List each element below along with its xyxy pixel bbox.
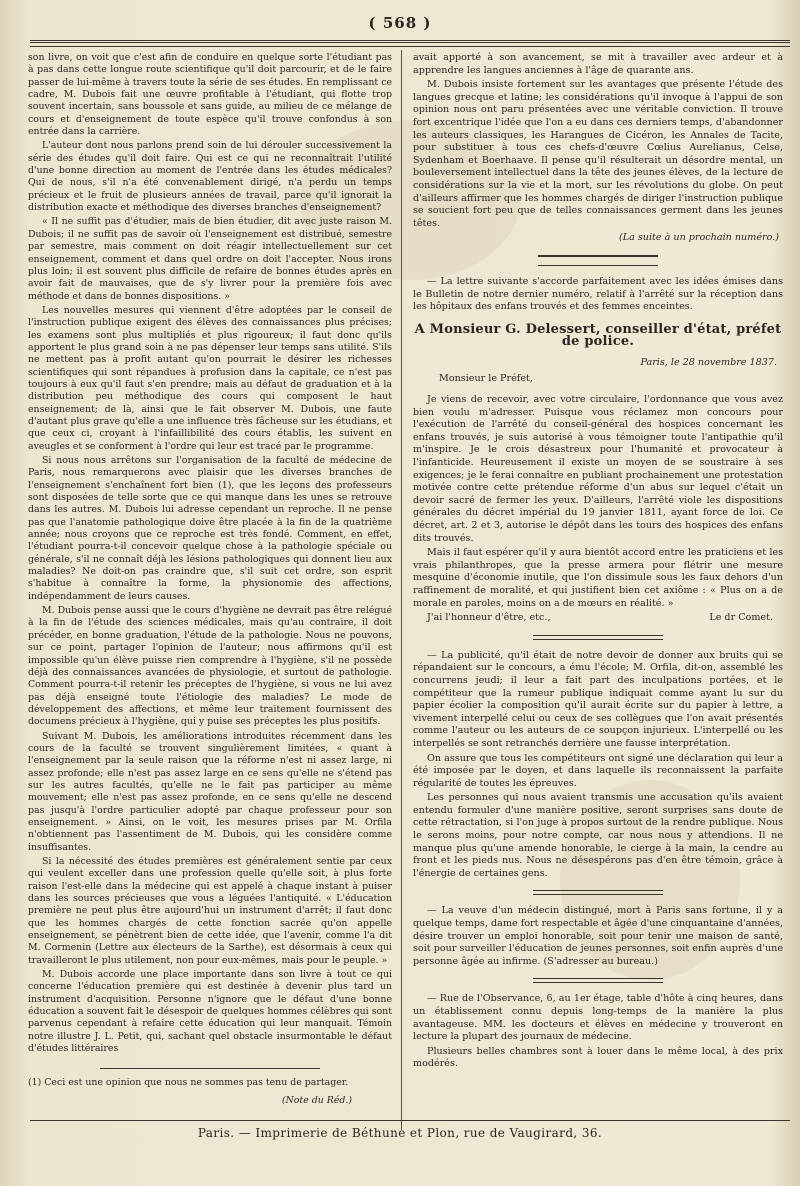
paragraph: Les personnes qui nous avaient transmis une accusation qu'ils avaient entendu formuler d'une manière positive, seront surprises sans doute de cette rétractation, si l'on juge à propos surtout de la rendre publique. Nous le serons moins, pour notre compte, car nous nous y attendions. Il ne manque plus qu'une amende honorable, le cierge à la main, la cendre au front et les pieds nus. Nous ne désespérons pas d'en être témoin, grâce à l'énergie de certaines gens. — [413, 792, 783, 879]
right-column — [413, 52, 783, 1073]
paragraph: — La publicité, qu'il était de notre devoir de donner aux bruits qui se répandaient sur le concours, a ému l'école; M. Orfila, dit-on, assemblé les concurrens jeudi; il leur a fait part des inculpations portées, et le compétiteur que la rumeur publique indiquait comme ayant lu sur du papier écolier la composition qu'il aurait écrite sur du papier à lettre, a vivement interpellé celui ou ceux de ses collègues que l'on avait présentés comme l'auteur ou les auteurs de ce soupçon injurieux. L'interpellé ou les interpellés se sont retranchés derrière une fausse interprétation. — [413, 649, 783, 749]
classified-ad: — La veuve d'un médecin distingué, mort à Paris sans fortune, il y a quelque temps, dame fort respectable et âgée d'une cinquantaine d'années, désire trouver un emploi honorable, soit pour tenir une maison de santé, soit pour surveiller l'éducation de jeunes personnes, soit enfin auprès d'une personne âgée au infirme. (S'adresser au bureau.) — [413, 905, 783, 967]
letter-closing — [413, 612, 783, 625]
classified-ad: Plusieurs belles chambres sont à louer dans le même local, à des prix modérés. — [413, 1045, 783, 1070]
footnote: (1) Ceci est une opinion que nous ne sommes pas tenu de partager. — [28, 1076, 349, 1088]
top-rule-thin — [30, 46, 790, 47]
letter-paragraph: Je viens de recevoir, avec votre circulaire, l'ordonnance que vous avez bien voulu m'adresser. Puisque vous réclamez mon concours pour l'exécution de l'arrêté du conseil-général des hospices concernant les enfans trouvés, je suis autorisé à vous témoigner toute l'antipathie qu'il m'inspire. Je le crois désastreux pour l'humanité et provocateur à l'infanticide. Heureusement il existe un moyen de se soustraire à ses exigences; je le ferai connaître en publiant prochainement une protestation motivée contre cette prétendue réforme d'un abus sur lequel c'était un devoir sacré de fermer les yeux. D'ailleurs, l'arrêté viole les dispositions générales du décret impérial du 19 janvier 1811, ayant force de loi. Ce décret, art. 2 et 3, autorise le dépôt dans les tours des hospices des enfans dits trouvés. — [413, 394, 783, 544]
footnote-attribution: (Note du Réd.) — [281, 1094, 352, 1106]
paragraph: M. Dubois insiste fortement sur les avantages que présente l'étude des langues grecque et latine; les considérations qu'il invoque à l'appui de son opinion nous ont paru présentées avec une véritable conviction. Il trouve fort excentrique l'idée que l'on a eu dans ces derniers temps, d'abandonner les auteurs classiques, les Harangues de Cicéron, les Annales de Tacite, pour substituer à tous ces chefs-d'œuvre Cœlius Aurelianus, Celse, Sydenham et Boerhaave. Il pense qu'il résulterait un désordre mental, un bouleversement intellectuel dans la tête des jeunes élèves, de la lecture de considérations sur la vie et la mort, sur les révolutions du globe. On peut d'ailleurs affirmer que les hommes chargés de diriger l'instruction publique se soucient fort peu que de telles connaissances germent dans les jeunes têtes. — [413, 79, 783, 229]
paragraph: « Il ne suffit pas d'étudier, mais de bien étudier, dit avec juste raison M. Dubois; il ne suffit pas de savoir où l'enseignement est distribué, semestre par semestre, mais comment on doit réagir intellectuellement sur cet enseignement, comment et dans quel ordre on doit l'accepter. Nous irons plus loin; il est souvent plus difficile de refaire de bonnes études après en avoir fait de mauvaises, que de s'y livrer pour la première fois avec méthode et dans de bonnes dispositions. » — [28, 216, 392, 302]
notice: — La lettre suivante s'accorde parfaitement avec les idées émises dans le Bulletin de notre dernier numéro, relatif à l'arrêté sur la réception dans les hôpitaux des enfans trouvés et des femmes enceintes. — [413, 275, 783, 313]
top-rule — [30, 40, 790, 43]
paragraph: son livre, on voit que c'est afin de conduire en quelque sorte l'étudiant pas à pas dans cette longue route scientifique qu'il doit parcourir, et de le faire passer de lui-même à travers toute la série de ses études. En remplissant ce cadre, M. Dubois fait une œuvre profitable à l'étudiant, qui flotte trop souvent incertain, sans boussole et sans guide, au milieu de ce mélange de cours et d'enseignement de toute espèce qu'il trouve confondus à son entrée dans la carrière. — [28, 52, 392, 138]
letter-date: Paris, le 28 novembre 1837. — [640, 356, 777, 368]
classified-ad: — Rue de l'Observance, 6, au 1er étage, table d'hôte à cinq heures, dans un établissement connu depuis long-temps de la manière la plus avantageuse. MM. les docteurs et élèves en médecine y trouveront en lecture la plupart des journaux de médecine. — [413, 993, 783, 1043]
paragraph: Si la nécessité des études premières est généralement sentie par ceux qui veulent exceller dans une profession quelle qu'elle soit, à plus forte raison l'est-elle dans la médecine qui est appelé à chaque instant à puiser dans les sources précieuses que vous a léguées l'antiquité. « L'éducation première ne peut plus être aujourd'hui un instrument d'arrêt; il faut donc que les hommes chargés de cette fonction sacrée qu'on appelle enseignement, se pénètrent bien de cette idée, que l'avenir, comme l'a dit M. Cormenin (Lettre aux électeurs de la Sarthe), est désormais à ceux qui travailleront le plus utilement, non pour eux-mêmes, mais pour le peuple. » — [28, 856, 392, 966]
footnote-rule — [100, 1068, 320, 1069]
signature: Le dr Comet. — [709, 612, 773, 624]
closing-formula: J'ai l'honneur d'être, etc., — [427, 612, 551, 624]
section-divider — [538, 255, 658, 266]
to-be-continued: (La suite à un prochain numéro.) — [618, 232, 779, 244]
paragraph: Si nous nous arrêtons sur l'organisation de la faculté de médecine de Paris, nous remarquerons avec plaisir que les diverses branches de l'enseignement s'enchaînent fort bien (1), que les leçons des professeurs sont disposées de telle sorte que ce qui manque dans les unes se retrouve dans les autres. M. Dubois lui adresse cependant un reproche. Il ne pense pas que l'anatomie pathologique doive être placée à la fin de la quatrième année; nous croyons que ce reproche est très fondé. Comment, en effet, l'étudiant pourra-t-il concevoir quelque chose à la pathologie spéciale ou générale, s'il ne connaît déjà les lésions pathologiques qui donnent lieu aux maladies? Ne doit-on pas craindre que, s'il suit cet ordre, son esprit s'habitue à connaître la forme, la physionomie des affections, indépendamment de leurs causes. — [28, 455, 392, 602]
paragraph: On assure que tous les compétiteurs ont signé une déclaration qui leur a été imposée par le doyen, et dans laquelle ils reconnaissent la parfaite régularité de toutes les épreuves. — [413, 752, 783, 789]
column-separator — [401, 50, 402, 1130]
bottom-rule — [30, 1120, 790, 1121]
paragraph: M. Dubois accorde une place importante dans son livre à tout ce qui concerne l'éducation première qui est destinée à devenir plus tard un instrument d'acquisition. Personne n'ignore que le défaut d'une bonne éducation a souvent fait le désespoir de quelques hommes célèbres qui sont parvenus cependant à refaire cette éducation qui leur manquait. Témoin notre illustre J. L. Petit, qui, sachant quel obstacle insurmontable le défaut d'études littéraires — [28, 969, 392, 1055]
section-divider — [533, 635, 663, 640]
section-divider — [533, 978, 663, 983]
left-column — [28, 52, 392, 1107]
letter-heading: A Monsieur G. Delessert, conseiller d'état, préfet de police. — [414, 321, 782, 350]
paragraph: M. Dubois pense aussi que le cours d'hygiène ne devrait pas être relégué à la fin de l'étude des sciences médicales, mais qu'au contraire, il doit précéder, en bonne graduation, l'étude de la pathologie. Nous ne pouvons, sur ce point, partager l'opinion de l'auteur; nous affirmons qu'il est impossible qu'un élève puisse rien comprendre à l'hygiène, s'il ne possède déjà des connaissances avancées de physiologie, et surtout de pathologie. Comment pourra-t-il retenir les préceptes de l'hygiène, si vous ne lui avez pas déjà enseigné toute l'étiologie des maladies? Le mode de développement des affections, et même leur traitement fournissent des documens précieux à l'hygiène, qui y puise ses préceptes les plus positifs. — [28, 605, 392, 728]
paragraph: Les nouvelles mesures qui viennent d'être adoptées par le conseil de l'instruction publique exigent des élèves des connaissances plus précises; les examens sont plus multipliés et plus rigoureux; il faut donc qu'ils apportent le plus grand soin à ne pas dépenser leur temps sans utilité. S'ils ne mettent pas à profit autant qu'on pourrait le désirer les richesses scientifiques qui sont répandues à profusion dans la capitale, ce n'est pas toujours à eux qu'il faut s'en prendre; mais au défaut de graduation et à la distribution peu méthodique des cours qui composent le haut enseignement; de là, ainsi que le fait observer M. Dubois, une faute d'autant plus grave qu'elle a une influence très fâcheuse sur les étudians, et que ceux ci, croyant à l'infaillibilité des cours établis, les suivent en aveugles et se conforment à l'ordre qui leur est tracé par le programme. — [28, 304, 392, 452]
paragraph: L'auteur dont nous parlons prend soin de lui dérouler successivement la série des études qu'il doit faire. Qui est ce qui ne reconnaîtrait l'utilité d'une bonne direction au moment de l'entrée dans les études médicales? Qui de nous, s'il n'a été convenablement dirigé, n'a perdu un temps précieux et le fruit de plusieurs années de travail, parce qu'il ignorait la distribution exacte et méthodique des diverses branches d'enseignement? — [28, 140, 392, 214]
letter-paragraph: Mais il faut espérer qu'il y aura bientôt accord entre les praticiens et les vrais philanthropes, que la presse armera pour flétrir une mesure mesquine d'économie inutile, que l'on dissimule sous les faux dehors d'un raffinement de moralité, et qui justifient bien cet axiôme : « Plus on a de morale en paroles, moins on a de mœurs en réalité. » — [413, 547, 783, 609]
paragraph: Suivant M. Dubois, les améliorations introduites récemment dans les cours de la faculté se trouvent singulièrement limitées, « quant à l'enseignement par la seule raison que la réforme n'est ni assez large, ni assez profonde; elle n'est pas assez large en ce sens qu'elle ne s'étend pas sur les autres facultés, qu'elle ne le fait pas participer au même mouvement; elle n'est pas assez profonde, en ce sens qu'elle ne descend pas jusqu'à l'ordre particulier adopté par chaque professeur pour son enseignement. » Ainsi, on le voit, les mesures prises par M. Orfila n'obtiennent pas l'assentiment de M. Dubois, qui les considère comme insuffisantes. — [28, 730, 392, 853]
salutation: Monsieur le Préfet, — [439, 373, 533, 385]
section-divider — [533, 890, 663, 895]
printer-imprint: Paris. — Imprimerie de Béthune et Plon, rue de Vaugirard, 36. — [197, 1126, 603, 1140]
page-number: ( 568 ) — [368, 14, 432, 32]
paragraph: avait apporté à son avancement, se mit à travailler avec ardeur et à apprendre les langues anciennes à l'âge de quarante ans. — [413, 52, 783, 76]
